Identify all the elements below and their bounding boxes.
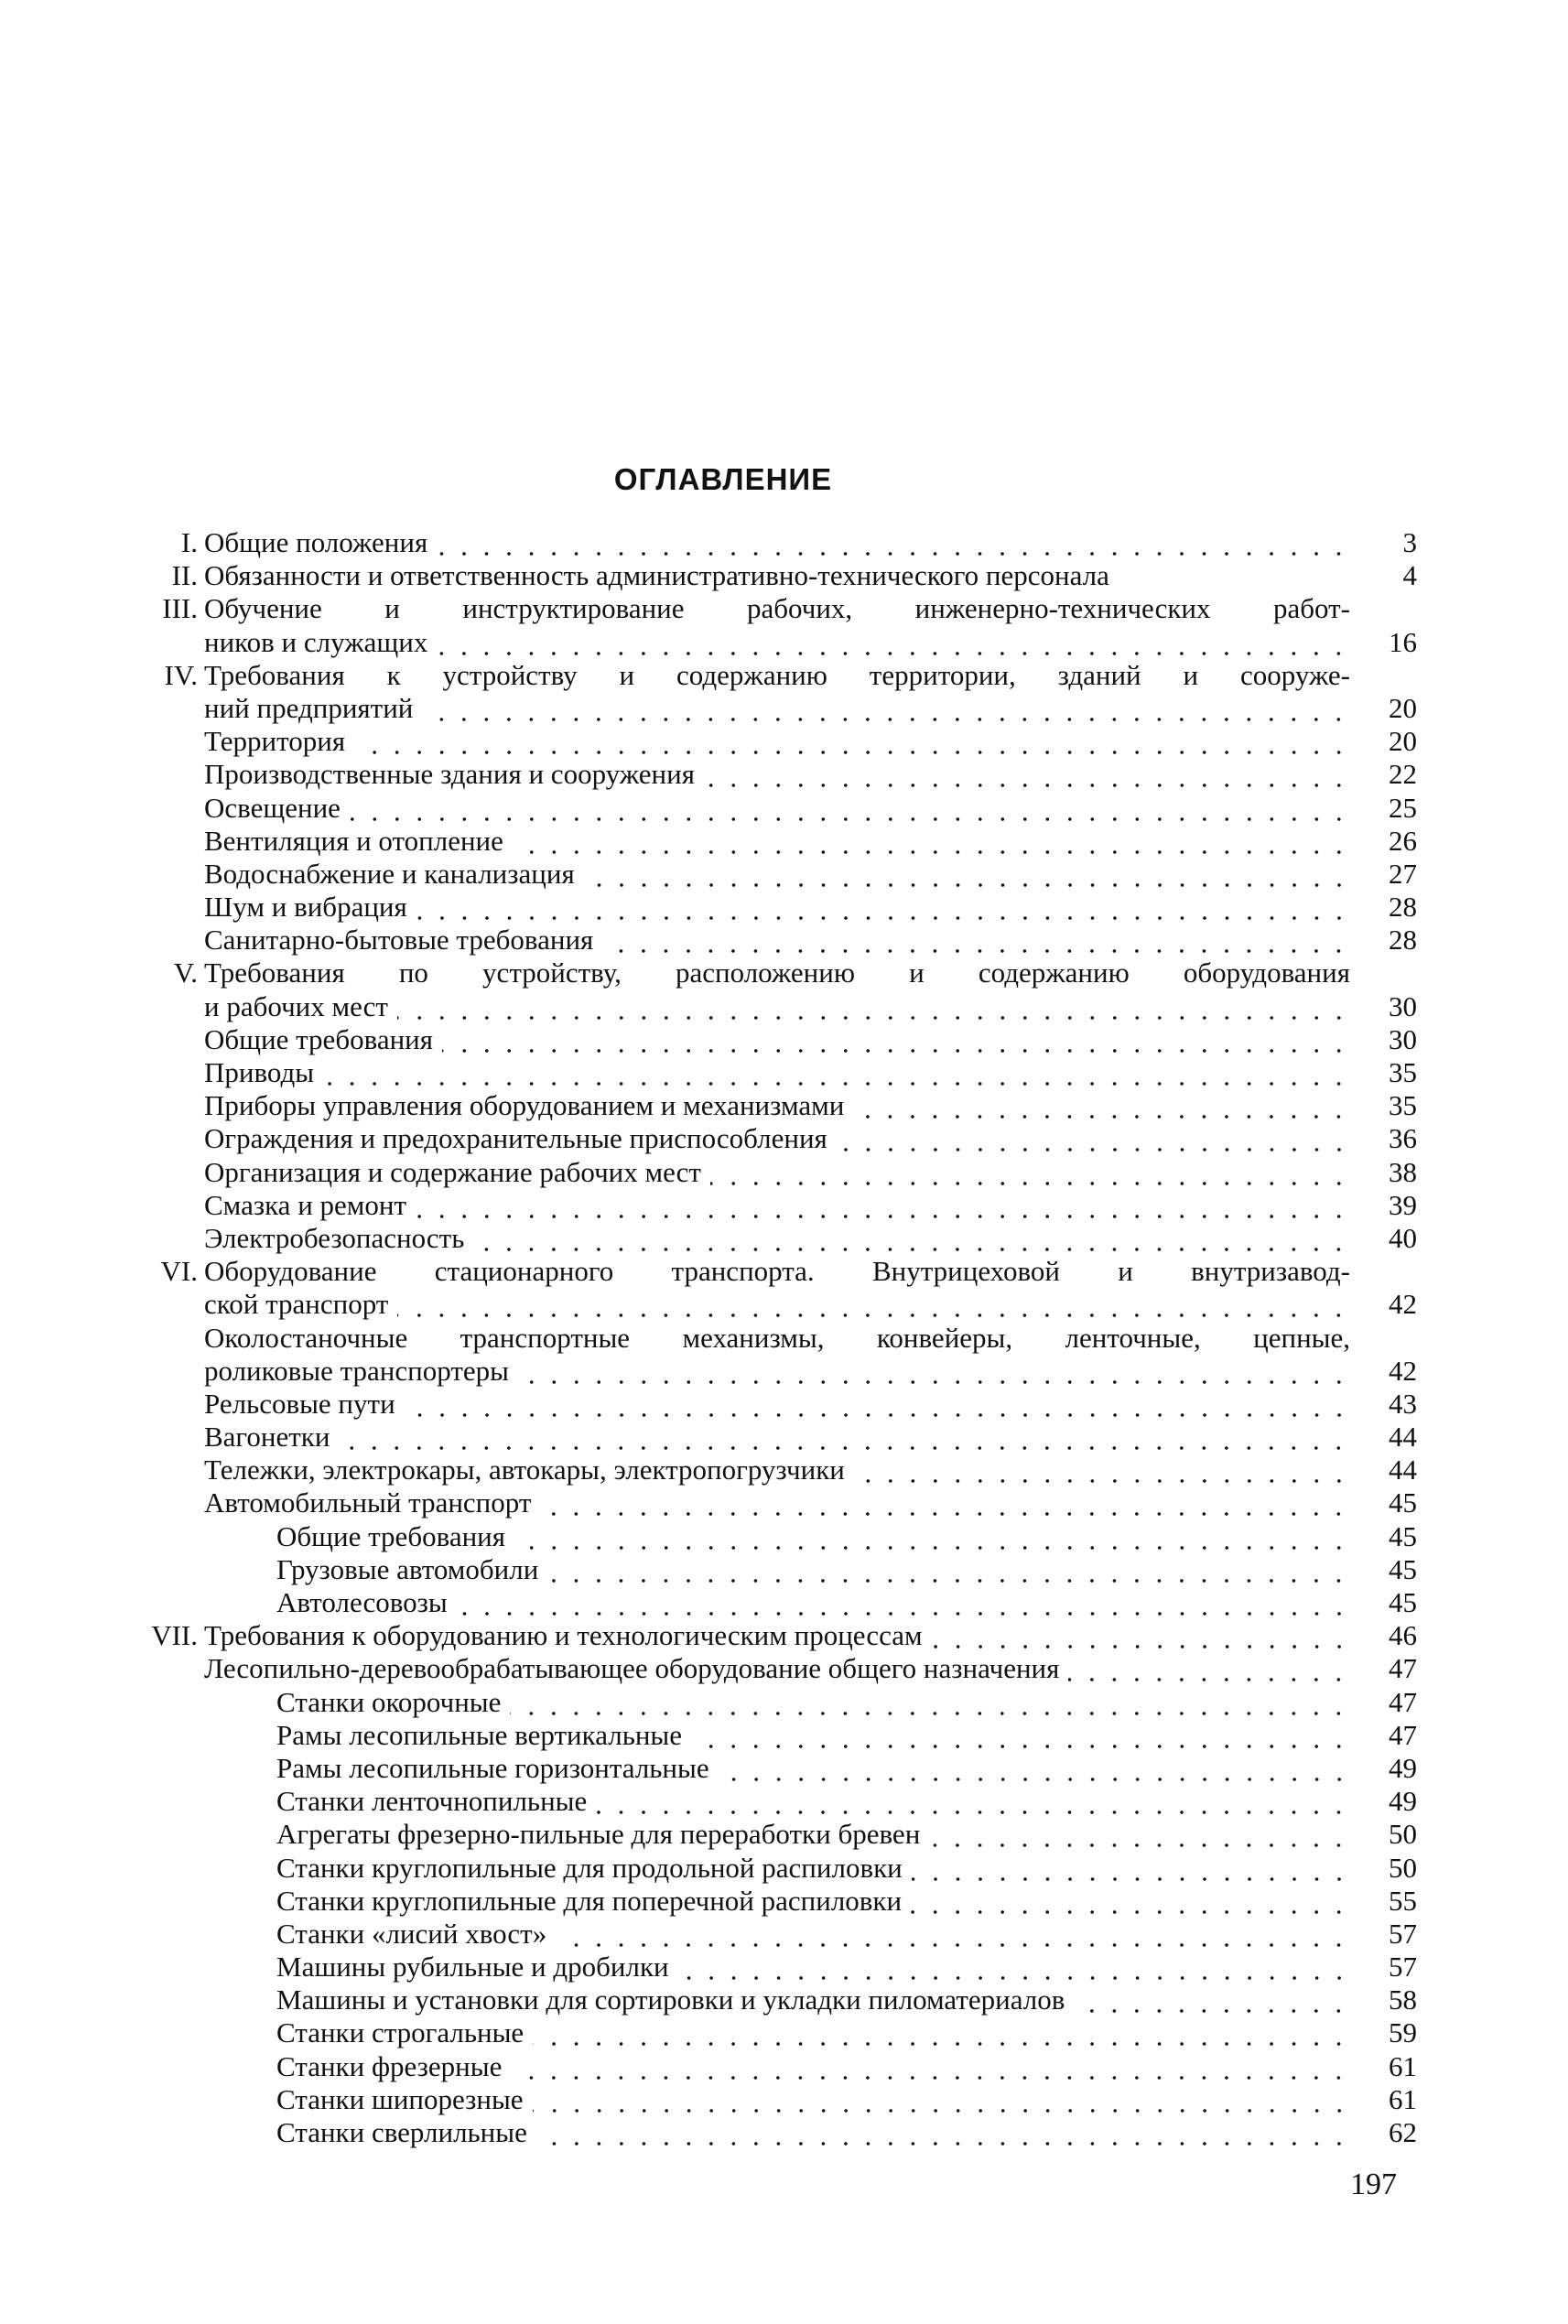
toc-entry [0,1752,1568,1785]
entry-title: Требования по устройству, расположению и содержанию оборудования [204,957,1350,989]
toc-entry [0,1818,1568,1851]
entry-title: Общие требования [276,1519,506,1552]
dot-leader [323,1056,1350,1089]
section-number: I. [180,526,198,558]
entry-page: 35 [1389,1089,1417,1122]
entry-page: 57 [1389,1917,1417,1950]
dot-leader [339,1421,1350,1454]
toc-entry [0,692,1568,725]
dot-leader [584,858,1350,891]
entry-page: 20 [1389,691,1417,724]
dot-leader [397,1288,1350,1321]
entry-page: 44 [1389,1421,1417,1454]
entry-page: 39 [1389,1188,1417,1221]
toc-entry [0,1852,1568,1885]
toc-entry [0,526,1568,559]
dot-leader [929,1818,1350,1851]
toc-entry [0,1619,1568,1652]
entry-page: 36 [1389,1122,1417,1155]
dot-leader [511,2050,1350,2083]
toc-entry [0,990,1568,1023]
entry-page: 50 [1389,1818,1417,1851]
dot-leader [457,1586,1350,1619]
entry-title: Околостаночные транспортные механизмы, конвейеры, ленточные, цепные, [204,1321,1350,1354]
toc-entry [0,1652,1568,1685]
dot-leader [536,2116,1350,2149]
entry-page: 26 [1389,824,1417,857]
dot-leader [854,1454,1350,1486]
toc-entry [0,559,1568,592]
toc-entry [0,858,1568,891]
toc-entry [0,1421,1568,1454]
entry-page: 3 [1402,526,1417,558]
dot-leader [513,825,1350,858]
entry-page: 59 [1389,2016,1417,2049]
toc-entry [0,725,1568,758]
dot-leader [405,1388,1350,1421]
section-number: VII. [151,1619,198,1652]
toc-entry [0,2050,1568,2083]
entry-page: 27 [1389,857,1417,890]
entry-title: Территория [204,725,346,758]
entry-title: Электробезопасность [204,1221,465,1254]
toc-entry [0,659,1568,692]
entry-page: 4 [1402,559,1417,592]
dot-leader [518,1355,1350,1388]
dot-leader [354,725,1350,758]
dot-leader [853,1089,1350,1122]
toc-entry [0,1089,1568,1122]
entry-page: 61 [1389,2049,1417,2082]
entry-title: Рамы лесопильные горизонтальные [276,1751,709,1784]
entry-page: 49 [1389,1751,1417,1784]
entry-title: Станки строгальные [276,2016,524,2049]
toc-entry [0,1322,1568,1355]
dot-leader [678,1951,1350,1984]
entry-title: Водоснабжение и канализация [204,857,575,890]
entry-title: Станки шипорезные [276,2082,524,2115]
entry-title: Общие требования [204,1022,434,1055]
entry-title: Требования к устройству и содержанию территории, зданий и сооруже- [204,658,1350,691]
section-number: II. [171,559,198,592]
dot-leader [437,626,1350,659]
page-title: ОГЛАВЛЕНИЕ [613,462,833,496]
dot-leader [837,1122,1350,1155]
entry-title: Шум и вибрация [204,891,407,924]
entry-page: 45 [1389,1552,1417,1585]
toc-entry [0,1785,1568,1818]
entry-title: Станки фрезерные [276,2049,503,2082]
dot-leader [350,792,1350,825]
entry-page: 28 [1389,891,1417,924]
section-number: III. [162,592,198,625]
entry-page: 16 [1389,625,1417,658]
entry-title: Агрегаты фрезерно-пильные для переработки бревен [276,1818,921,1851]
entry-page: 47 [1389,1652,1417,1685]
entry-title: Требования к оборудованию и технологическим процессам [204,1619,923,1652]
toc-entry [0,2116,1568,2149]
entry-page: 35 [1389,1056,1417,1088]
dot-leader [932,1619,1350,1652]
entry-page: 57 [1389,1951,1417,1984]
dot-leader [596,1785,1350,1818]
toc-entry [0,1388,1568,1421]
dot-leader [422,692,1350,725]
entry-page: 45 [1389,1586,1417,1618]
toc-entry [0,592,1568,625]
entry-title: Станки круглопильные для продольной распиловки [276,1851,903,1884]
entry-title: Лесопильно-деревообрабатывающее оборудование общего назначения [204,1652,1060,1685]
entry-title: Машины и установки для сортировки и укладки пиломатериалов [276,1984,1065,2016]
entry-page: 43 [1389,1387,1417,1420]
entry-page: 46 [1389,1619,1417,1652]
toc-entry [0,1686,1568,1719]
dot-leader [416,891,1350,924]
entry-page: 58 [1389,1984,1417,2016]
entry-title: Оборудование стационарного транспорта. Внутрицеховой и внутризавод- [204,1255,1350,1288]
entry-title: Станки ленточнопильные [276,1785,588,1818]
entry-page: 42 [1389,1354,1417,1387]
toc-entry [0,1885,1568,1918]
entry-page: 47 [1389,1685,1417,1718]
entry-page: 44 [1389,1454,1417,1486]
dot-leader [533,2016,1350,2049]
entry-page: 22 [1389,758,1417,791]
entry-page: 30 [1389,1022,1417,1055]
entry-title: Обязанности и ответственность административно-технического персонала [204,559,1109,592]
entry-title: Машины рубильные и дробилки [276,1951,669,1984]
entry-title: Общие положения [204,526,428,558]
dot-leader [691,1719,1350,1752]
entry-title: Производственные здания и сооружения [204,758,695,791]
entry-page: 42 [1389,1288,1417,1321]
entry-title: Ограждения и предохранительные приспособления [204,1122,827,1155]
dot-leader [710,1156,1350,1189]
entry-title: Приборы управления оборудованием и механизмами [204,1089,845,1122]
entry-title: Обучение и инструктирование рабочих, инженерно-технических работ- [204,592,1350,625]
toc-entry [0,1951,1568,1984]
entry-page: 28 [1389,924,1417,957]
toc-entry [0,957,1568,989]
entry-title: и рабочих мест [204,989,388,1022]
entry-title: ников и служащих [204,625,428,658]
toc-entry [0,1918,1568,1951]
toc-entry [0,1222,1568,1255]
entry-title: Станки сверлильные [276,2116,527,2148]
entry-title: Освещение [204,791,341,824]
entry-title: Вагонетки [204,1421,330,1454]
dot-leader [912,1852,1350,1885]
dot-leader [514,1520,1350,1553]
entry-title: Санитарно-бытовые требования [204,924,594,957]
entry-page: 38 [1389,1155,1417,1188]
entry-page: 49 [1389,1785,1417,1818]
section-number: IV. [164,658,198,691]
entry-page: 45 [1389,1519,1417,1552]
toc-entry [0,1056,1568,1089]
dot-leader [533,2083,1350,2116]
entry-title: ской транспорт [204,1288,389,1321]
toc-entry [0,1255,1568,1288]
toc-entry [0,1288,1568,1321]
toc-entry [0,891,1568,924]
entry-title: Станки окорочные [276,1685,502,1718]
entry-title: Смазка и ремонт [204,1188,407,1221]
toc-entry [0,758,1568,791]
entry-page: 61 [1389,2082,1417,2115]
toc-entry [0,924,1568,957]
dot-leader [911,1885,1350,1918]
dot-leader [704,758,1350,791]
entry-title: Автомобильный транспорт [204,1486,532,1519]
table-of-contents [0,526,1568,2149]
dot-leader [397,990,1350,1023]
entry-page: 45 [1389,1486,1417,1519]
entry-title: Рельсовые пути [204,1387,395,1420]
entry-title: Организация и содержание рабочих мест [204,1155,701,1188]
toc-entry [0,825,1568,858]
dot-leader [510,1686,1350,1719]
entry-page: 30 [1389,989,1417,1022]
toc-entry [0,1156,1568,1189]
entry-page: 20 [1389,725,1417,758]
entry-title: ний предприятий [204,691,414,724]
toc-entry [0,1023,1568,1056]
entry-title: Приводы [204,1056,315,1088]
toc-entry [0,1486,1568,1519]
toc-entry [0,2016,1568,2049]
entry-page: 25 [1389,791,1417,824]
dot-leader [1068,1652,1350,1685]
toc-entry [0,1984,1568,2016]
entry-page: 55 [1389,1884,1417,1917]
entry-title: Станки круглопильные для поперечной распиловки [276,1884,903,1917]
page-number: 197 [1350,2167,1397,2201]
dot-leader [719,1752,1350,1785]
toc-entry [0,792,1568,825]
entry-page: 47 [1389,1718,1417,1751]
entry-title: Автолесовозы [276,1586,448,1618]
toc-entry [0,1719,1568,1752]
dot-leader [540,1486,1350,1519]
entry-title: Рамы лесопильные вертикальные [276,1718,683,1751]
toc-entry [0,2083,1568,2116]
entry-title: Тележки, электрокары, автокары, электропогрузчики [204,1454,845,1486]
entry-page: 50 [1389,1851,1417,1884]
toc-entry [0,1355,1568,1388]
section-number: V. [173,957,198,989]
dot-leader [556,1918,1350,1951]
toc-entry [0,1553,1568,1586]
dot-leader [547,1553,1350,1586]
entry-page: 62 [1389,2116,1417,2148]
toc-entry [0,1454,1568,1486]
entry-title: роликовые транспортеры [204,1354,509,1387]
entry-title: Вентиляция и отопление [204,824,503,857]
dot-leader [442,1023,1350,1056]
toc-entry [0,1189,1568,1222]
dot-leader [1074,1984,1350,2016]
dot-leader [416,1189,1350,1222]
dot-leader [437,526,1350,559]
dot-leader [602,924,1350,957]
entry-title: Станки «лисий хвост» [276,1917,547,1950]
toc-entry [0,1586,1568,1619]
toc-entry [0,1122,1568,1155]
toc-entry [0,626,1568,659]
entry-title: Грузовые автомобили [276,1552,539,1585]
dot-leader [473,1222,1350,1255]
toc-entry [0,1520,1568,1553]
section-number: VI. [160,1255,198,1288]
entry-page: 40 [1389,1221,1417,1254]
